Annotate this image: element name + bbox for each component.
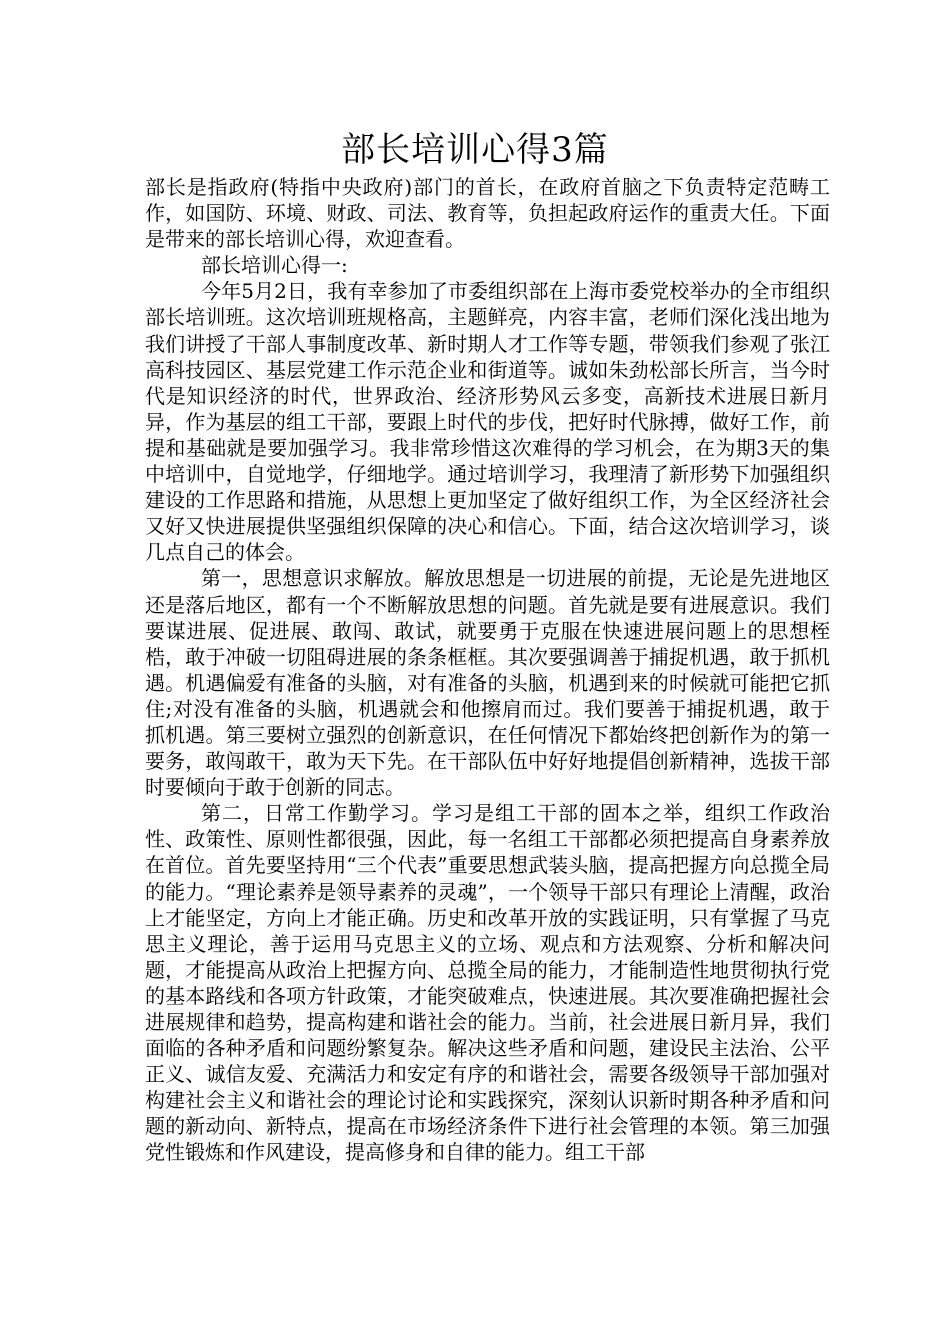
paragraph-training-overview: 今年5月2日，我有幸参加了市委组织部在上海市委党校举办的全市组织部长培训班。这次培训班规格高，主题鲜亮，内容丰富，老师们深化浅出地为我们讲授了干部人事制度改革、新时期人才工作等专题，带领我们参观了张江高科技园区、基层党建工作示范企业和街道等。诚如朱劲松部长所言，当今时代是知识经济的时代，世界政治、经济形势风云多变，高新技术进展日新月异，作为基层的组工干部，要跟上时代的步伐，把好时代脉搏，做好工作，前提和基础就是要加强学习。我非常珍惜这次难得的学习机会，在为期3天的集中培训中，自觉地学，仔细地学。通过培训学习，我理清了新形势下加强组织建设的工作思路和措施，从思想上更加坚定了做好组织工作，为全区经济社会又好又快进展提供坚强组织保障的决心和信心。下面，结合这次培训学习，谈几点自己的体会。 [145,279,830,565]
document-body [145,174,830,1166]
paragraph-point-one: 第一，思想意识求解放。解放思想是一切进展的前提，无论是先进地区还是落后地区，都有一个不断解放思想的问题。首先就是要有进展意识。我们要谋进展、促进展、敢闯、敢试，就要勇于克服在快速进展问题上的思想桎梏，敢于冲破一切阻碍进展的条条框框。其次要强调善于捕捉机遇，敢于抓机遇。机遇偏爱有准备的头脑，对有准备的头脑，机遇到来的时候就可能把它抓住;对没有准备的头脑，机遇就会和他擦肩而过。我们要善于捕捉机遇，敢于抓机遇。第三要树立强烈的创新意识，在任何情况下都始终把创新作为的第一要务，敢闯敢干，敢为天下先。在干部队伍中好好地提倡创新精神，选拔干部时要倾向于敢于创新的同志。 [145,566,830,800]
document-title: 部长培训心得3篇 [341,130,609,170]
paragraph-intro: 部长是指政府(特指中央政府)部门的首长，在政府首脑之下负责特定范畴工作，如国防、环境、财政、司法、教育等，负担起政府运作的重责大任。下面是带来的部长培训心得，欢迎查看。 [145,175,830,252]
paragraph-point-two: 第二，日常工作勤学习。学习是组工干部的固本之举，组织工作政治性、政策性、原则性都很强，因此，每一名组工干部都必须把提高自身素养放在首位。首先要坚持用“三个代表”重要思想武装头脑，提高把握方向总揽全局的能力。“理论素养是领导素养的灵魂”，一个领导干部只有理论上清醒，政治上才能坚定，方向上才能正确。历史和改革开放的实践证明，只有掌握了马克思主义理论，善于运用马克思主义的立场、观点和方法观察、分析和解决问题，才能提高从政治上把握方向、总揽全局的能力，才能制造性地贯彻执行党的基本路线和各项方针政策，才能突破难点，快速进展。其次要准确把握社会进展规律和趋势，提高构建和谐社会的能力。当前，社会进展日新月异，我们面临的各种矛盾和问题纷繁复杂。解决这些矛盾和问题，建设民主法治、公平正义、诚信友爱、充满活力和安定有序的和谐社会，需要各级领导干部加强对构建社会主义和谐社会的理论讨论和实践探究，深刻认识新时期各种矛盾和问题的新动向、新特点，提高在市场经济条件下进行社会管理的本领。第三加强党性锻炼和作风建设，提高修身和自律的能力。组工干部 [145,801,830,1165]
paragraph-heading-one: 部长培训心得一: [201,253,348,278]
